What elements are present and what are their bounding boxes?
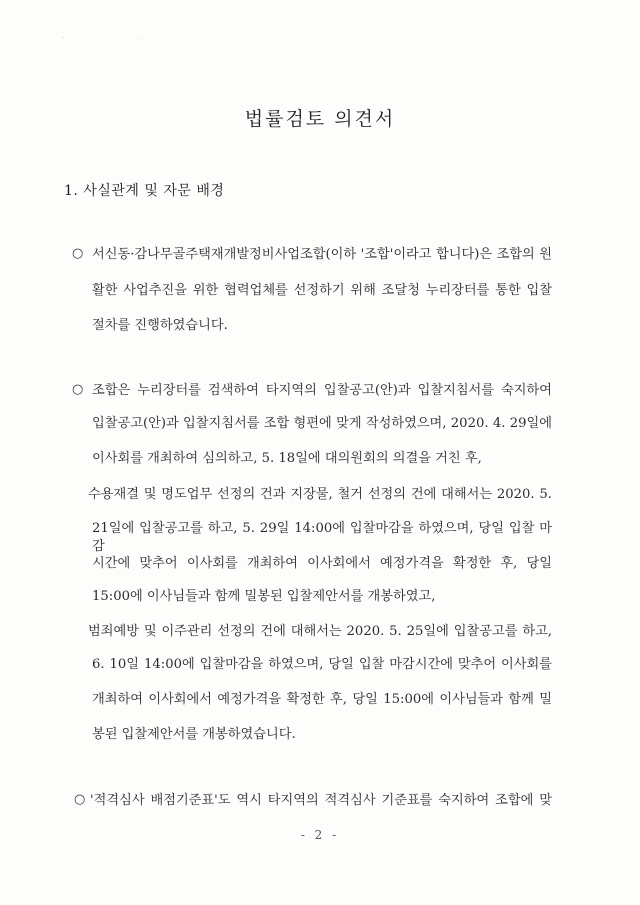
paragraph-line: 입찰공고(안)과 입찰지침서를 조합 형편에 맞게 작성하였으며, 2020. 4. 29일에 [92, 416, 552, 431]
paragraph-line: 서신동·감나무골주택재개발정비사업조합(이하 '조합'이라고 합니다)은 조합의 원 [92, 247, 552, 262]
page-number: - 2 - [300, 828, 340, 842]
paragraph-line: 범죄예방 및 이주관리 선정의 건에 대해서는 2020. 5. 25일에 입찰공고를 하고, [88, 624, 552, 639]
paragraph-line: 21일에 입찰공고를 하고, 5. 29일 14:00에 입찰마감을 하였으며, 당일 입찰 마감 [92, 521, 552, 554]
paragraph-line: 수용재결 및 명도업무 선정의 건과 지장물, 철거 선정의 건에 대해서는 2020. 5. [88, 487, 552, 502]
paragraph-line: 개최하여 이사회에서 예정가격을 확정한 후, 당일 15:00에 이사님들과 함께 밀 [92, 692, 552, 707]
paragraph-line: 이사회를 개최하여 심의하고, 5. 18일에 대의원회의 의결을 거친 후, [92, 451, 482, 466]
paragraph-line: 활한 사업추진을 위한 협력업체를 선정하기 위해 조달청 누리장터를 통한 입찰 [92, 283, 552, 298]
bullet-marker: ○ [74, 792, 86, 807]
section-heading: 1. 사실관계 및 자문 배경 [64, 183, 225, 199]
paragraph-line: 시간에 맞추어 이사회를 개최하여 이사회에서 예정가격을 확정한 후, 당일 [92, 556, 552, 571]
bullet-marker: ○ [72, 246, 84, 261]
scan-marks: - . [62, 34, 176, 41]
paragraph-line: 15:00에 이사님들과 함께 밀봉된 입찰제안서를 개봉하였고, [92, 589, 436, 604]
paragraph-line: 조합은 누리장터를 검색하여 타지역의 입찰공고(안)과 입찰지침서를 숙지하여 [92, 383, 552, 398]
paragraph-line: 봉된 입찰제안서를 개봉하였습니다. [92, 727, 296, 742]
bullet-marker: ○ [72, 382, 84, 397]
paragraph-line: 절차를 진행하였습니다. [92, 318, 228, 333]
paragraph-line: 6. 10일 14:00에 입찰마감을 하였으며, 당일 입찰 마감시간에 맞추어 이사회를 [92, 657, 552, 672]
document-title: 법률검토 의견서 [244, 108, 396, 130]
paragraph-line: '적격심사 배점기준표'도 역시 타지역의 적격심사 기준표를 숙지하여 조합에 맞 [90, 793, 552, 808]
